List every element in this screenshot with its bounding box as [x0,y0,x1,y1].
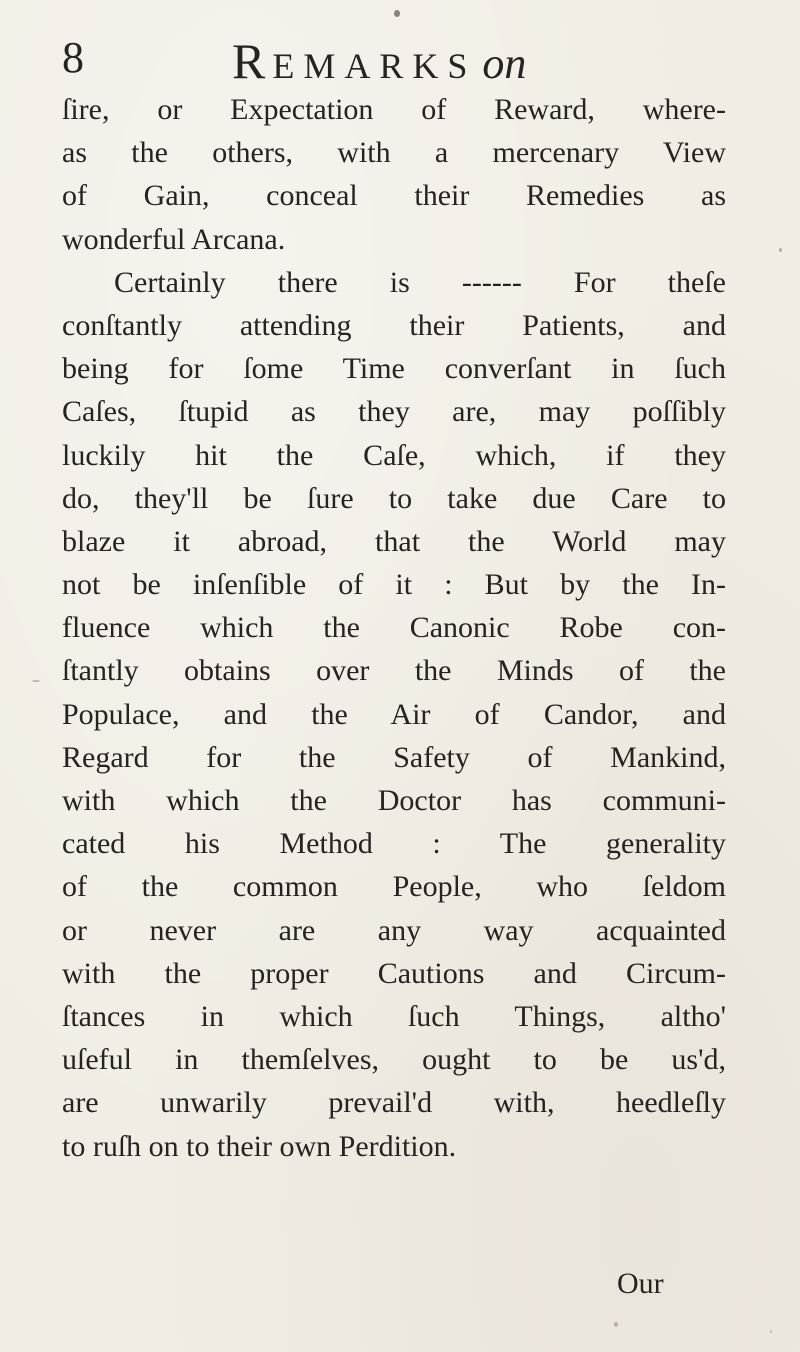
running-head-italic: on [482,39,527,88]
paper-speck [394,10,400,17]
text-line: or never are any way acquainted [62,913,726,947]
paper-speck [779,248,782,252]
running-head-small-caps: EMARKS [272,46,477,86]
text-line: being for ſome Time converſant in ſuch [62,352,726,386]
paper-speck [614,1322,618,1327]
text-line: wonderful Arcana. [62,222,286,256]
text-line: Regard for the Safety of Mankind, [62,740,726,774]
text-line: are unwarily prevail'd with, heedleſly [62,1086,726,1120]
text-line: ſire, or Expectation of Reward, where- [62,93,726,126]
text-line: blaze it abroad, that the World may [62,524,726,558]
text-line: ſtances in which ſuch Things, altho' [62,999,726,1033]
text-line: Caſes, ſtupid as they are, may poſſibly [62,395,726,429]
page-header [62,28,722,92]
text-line: luckily hit the Caſe, which, if they [62,438,726,472]
page-number: 8 [62,33,84,82]
text-line: do, they'll be ſure to take due Care to [62,481,726,515]
text-line: uſeful in themſelves, ought to be us'd, [62,1043,726,1077]
body-text [62,88,726,1168]
text-line: not be inſenſible of it : But by the In- [62,568,726,602]
running-head [232,33,527,89]
paper-speck [770,1330,772,1333]
paper-speck [32,680,40,682]
text-line: of the common People, who ſeldom [62,870,726,904]
catchword: Our [617,1267,664,1300]
text-line: with which the Doctor has communi- [62,784,726,817]
text-line: ſtantly obtains over the Minds of the [62,654,726,688]
text-line: to ruſh on to their own Perdition. [62,1129,457,1163]
text-line: Certainly there is ------ For theſe [114,265,726,299]
text-line: Populace, and the Air of Candor, and [62,697,726,731]
text-line: of Gain, conceal their Remedies as [62,179,726,213]
running-head-initial: R [232,33,273,89]
text-line: as the others, with a mercenary View [62,136,726,170]
text-line: conſtantly attending their Patients, and [62,308,726,342]
text-line: cated his Method : The generality [62,827,726,861]
text-line: fluence which the Canonic Robe con- [62,611,726,645]
text-line: with the proper Cautions and Circum- [62,956,726,990]
